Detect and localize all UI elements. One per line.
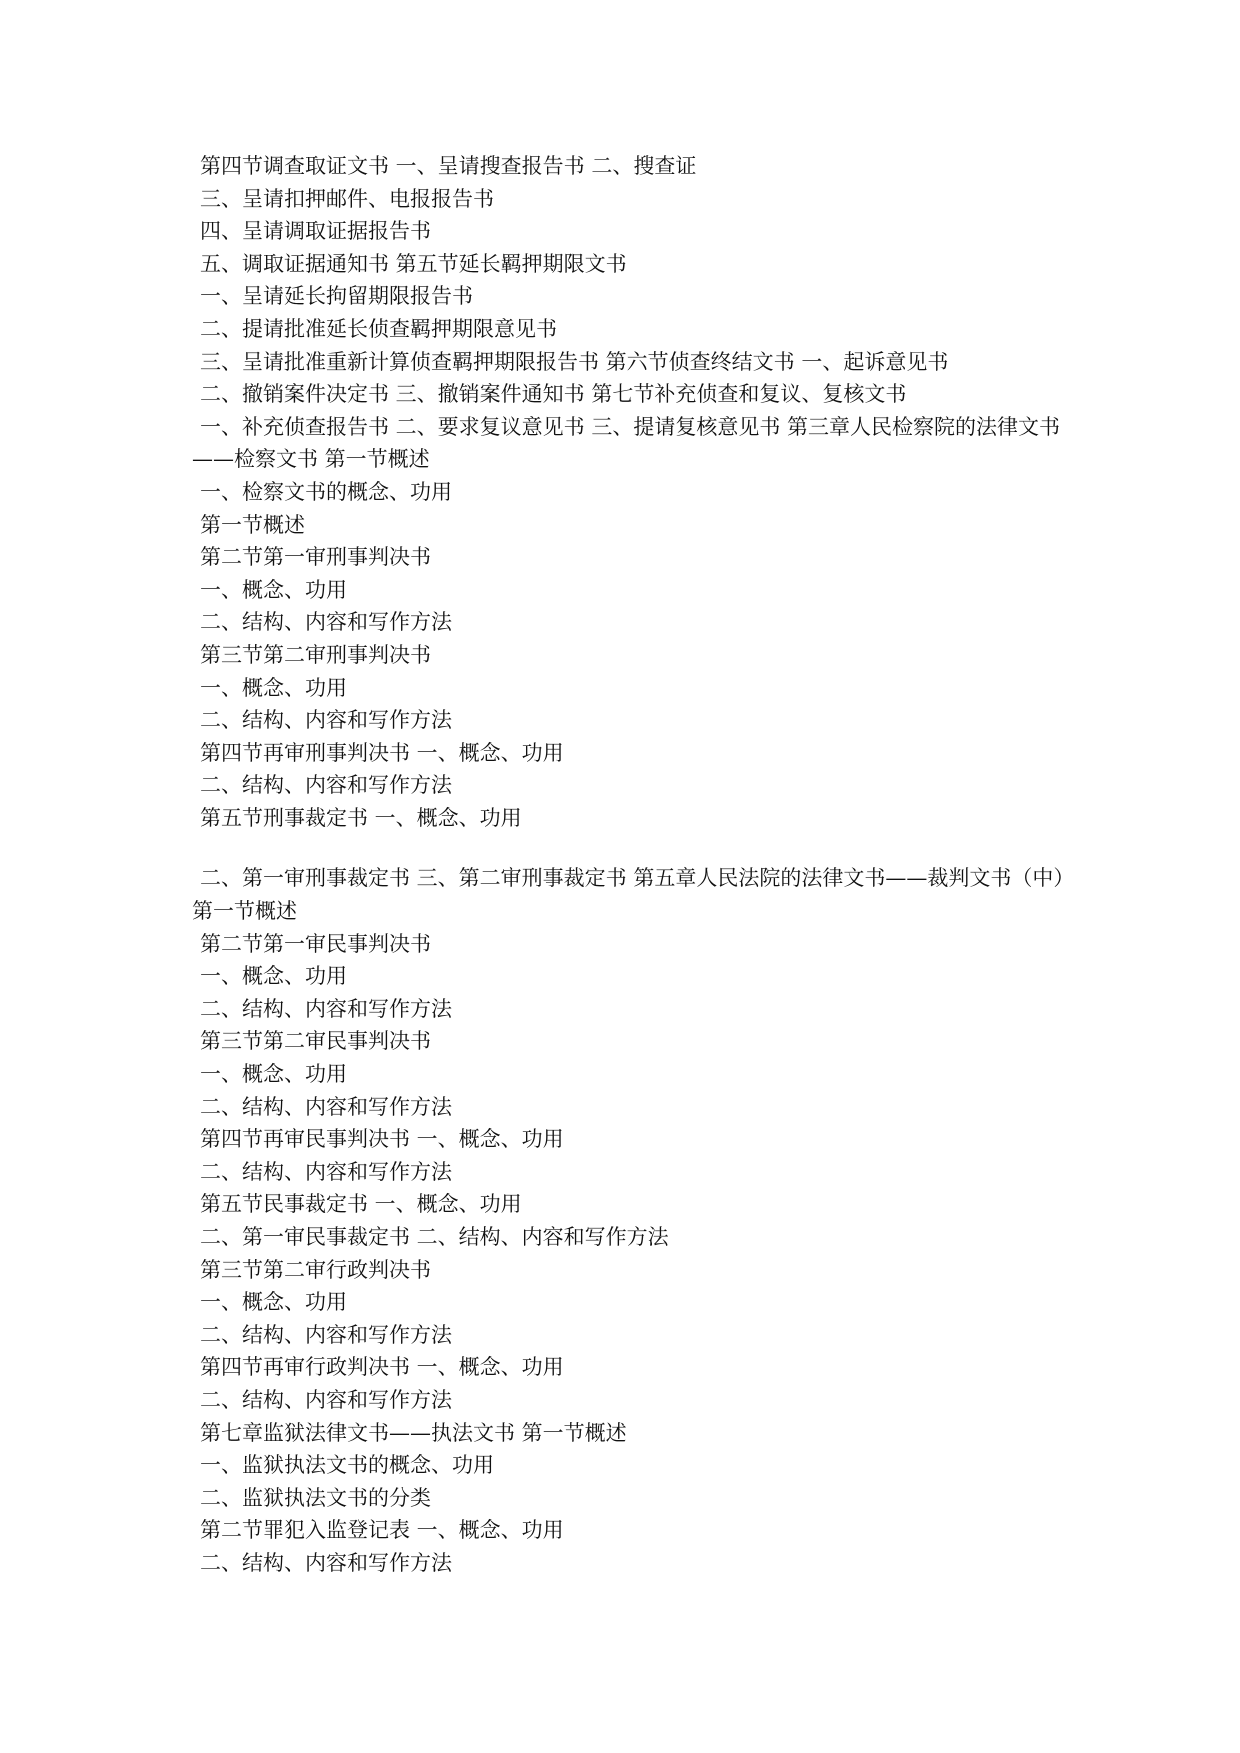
text-line-wrapped: 一、补充侦查报告书 二、要求复议意见书 三、提请复核意见书 第三章人民检察院的法律文书——检察文书 第一节概述	[192, 414, 1061, 472]
text-line: 第五节民事裁定书 一、概念、功用	[200, 1192, 522, 1217]
text-line: 第四节调查取证文书 一、呈请搜查报告书 二、搜查证	[200, 154, 697, 178]
text-line: 五、调取证据通知书 第五节延长羁押期限文书	[200, 251, 627, 276]
text-line: 第五节刑事裁定书 一、概念、功用	[200, 805, 522, 830]
text-line: 一、概念、功用	[200, 964, 347, 989]
text-line: 二、结构、内容和写作方法	[200, 708, 452, 733]
text-line: 二、结构、内容和写作方法	[200, 1550, 452, 1575]
document-body	[192, 150, 1072, 1580]
text-line: 第四节再审行政判决书 一、概念、功用	[200, 1355, 564, 1380]
text-line: 三、呈请扣押邮件、电报报告书	[200, 186, 494, 211]
text-line: 第二节第一审刑事判决书	[200, 545, 431, 570]
text-line: 第三节第二审行政判决书	[200, 1257, 431, 1282]
text-line: 第一节概述	[200, 512, 305, 537]
text-line: 一、概念、功用	[200, 577, 347, 602]
text-line: 二、第一审民事裁定书 二、结构、内容和写作方法	[200, 1225, 669, 1249]
text-line: 二、结构、内容和写作方法	[200, 1387, 452, 1412]
text-line: 一、监狱执法文书的概念、功用	[200, 1453, 494, 1478]
text-line: 三、呈请批准重新计算侦查羁押期限报告书 第六节侦查终结文书 一、起诉意见书	[200, 349, 949, 374]
text-line: 二、监狱执法文书的分类	[200, 1485, 431, 1510]
text-line: 二、结构、内容和写作方法	[200, 773, 452, 798]
text-line: 一、概念、功用	[200, 1062, 347, 1087]
text-line: 第七章监狱法律文书——执法文书 第一节概述	[200, 1420, 627, 1445]
paragraph-gap	[192, 834, 1072, 862]
text-line: 二、提请批准延长侦查羁押期限意见书	[200, 316, 557, 341]
text-line: 二、结构、内容和写作方法	[200, 1159, 452, 1184]
text-line: 一、检察文书的概念、功用	[200, 479, 452, 504]
text-line: 第二节第一审民事判决书	[200, 931, 431, 956]
text-line: 二、结构、内容和写作方法	[200, 996, 452, 1021]
text-line: 第四节再审民事判决书 一、概念、功用	[200, 1127, 564, 1152]
text-line: 二、结构、内容和写作方法	[200, 1322, 452, 1347]
text-line: 二、结构、内容和写作方法	[200, 610, 452, 635]
text-line: 第三节第二审民事判决书	[200, 1029, 431, 1054]
text-line: 二、撤销案件决定书 三、撤销案件通知书 第七节补充侦查和复议、复核文书	[200, 382, 907, 407]
text-line: 第三节第二审刑事判决书	[200, 642, 431, 667]
text-line: 二、结构、内容和写作方法	[200, 1094, 452, 1119]
text-line: 一、概念、功用	[200, 675, 347, 700]
text-line: 四、呈请调取证据报告书	[200, 219, 431, 244]
text-line: 第二节罪犯入监登记表 一、概念、功用	[200, 1518, 564, 1543]
text-line: 一、概念、功用	[200, 1290, 347, 1315]
text-line: 一、呈请延长拘留期限报告书	[200, 284, 473, 309]
text-line: 第四节再审刑事判决书 一、概念、功用	[200, 740, 564, 765]
text-line-wrapped: 二、第一审刑事裁定书 三、第二审刑事裁定书 第五章人民法院的法律文书——裁判文书（中）第一节概述	[192, 866, 1064, 924]
